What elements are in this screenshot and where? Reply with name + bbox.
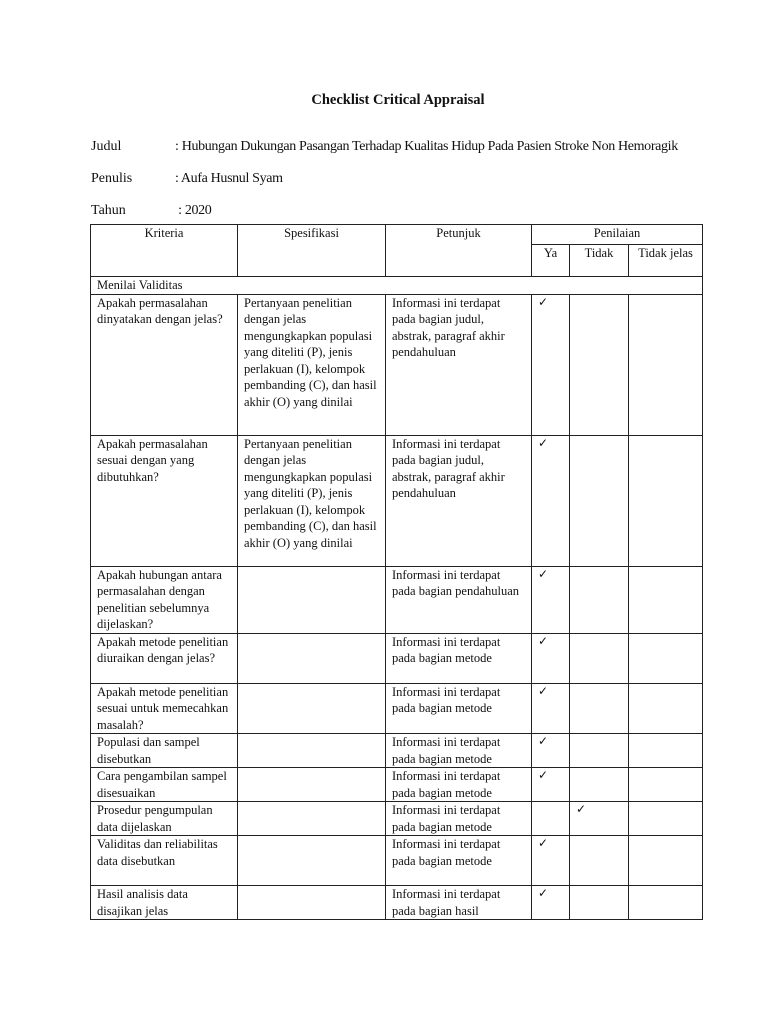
cell-tidak (570, 435, 629, 566)
cell-petunjuk: Informasi ini terdapat pada bagian metode (386, 683, 532, 734)
meta-tahun (91, 203, 211, 219)
cell-spesifikasi (238, 734, 386, 768)
checkmark-icon: ✓ (576, 802, 587, 816)
cell-tidak-jelas (629, 802, 703, 836)
cell-petunjuk: Informasi ini terdapat pada bagian judul, abstrak, paragraf akhir pendahuluan (386, 435, 532, 566)
checkmark-icon: ✓ (538, 566, 549, 581)
cell-tidak-jelas (629, 435, 703, 566)
cell-spesifikasi (238, 683, 386, 734)
cell-tidak (570, 566, 629, 633)
table-row (91, 683, 703, 734)
cell-tidak (570, 734, 629, 768)
cell-ya (532, 802, 570, 836)
cell-tidak-jelas (629, 768, 703, 802)
cell-spesifikasi (238, 802, 386, 836)
cell-tidak-jelas (629, 886, 703, 920)
cell-kriteria: Populasi dan sampel disebutkan (91, 734, 238, 768)
cell-tidak (570, 683, 629, 734)
header-kriteria: Kriteria (91, 225, 238, 277)
meta-judul (91, 139, 678, 155)
tahun-label: Tahun (91, 203, 126, 218)
cell-tidak (570, 294, 629, 435)
header-petunjuk: Petunjuk (386, 225, 532, 277)
cell-tidak-jelas (629, 633, 703, 683)
header-penilaian: Penilaian (532, 225, 703, 245)
judul-label: Judul (91, 139, 122, 154)
cell-ya (532, 566, 570, 633)
table-row (91, 566, 703, 633)
header-tidak-jelas: Tidak jelas (629, 245, 703, 277)
cell-kriteria: Hasil analisis data disajikan jelas (91, 886, 238, 920)
penulis-value: : Aufa Husnul Syam (175, 171, 283, 186)
cell-ya (532, 435, 570, 566)
cell-tidak (570, 633, 629, 683)
cell-tidak-jelas (629, 734, 703, 768)
cell-ya (532, 734, 570, 768)
cell-petunjuk: Informasi ini terdapat pada bagian metode (386, 734, 532, 768)
cell-petunjuk: Informasi ini terdapat pada bagian hasil (386, 886, 532, 920)
cell-tidak (570, 768, 629, 802)
cell-spesifikasi (238, 633, 386, 683)
cell-petunjuk: Informasi ini terdapat pada bagian metode (386, 836, 532, 886)
cell-ya (532, 633, 570, 683)
checkmark-icon: ✓ (538, 768, 549, 782)
table-row (91, 768, 703, 802)
cell-ya (532, 886, 570, 920)
cell-kriteria: Apakah metode penelitian sesuai untuk memecahkan masalah? (91, 683, 238, 734)
header-spesifikasi: Spesifikasi (238, 225, 386, 277)
cell-spesifikasi: Pertanyaan penelitian dengan jelas mengungkapkan populasi yang diteliti (P), jenis perlakuan (I), kelompok pembanding (C), dan hasil akhir (O) yang dinilai (238, 435, 386, 566)
table-row (91, 734, 703, 768)
table-row (91, 836, 703, 886)
cell-tidak-jelas (629, 836, 703, 886)
table-body (91, 277, 703, 920)
checkmark-icon: ✓ (538, 836, 549, 850)
checkmark-icon: ✓ (538, 734, 549, 748)
appraisal-table (90, 224, 703, 920)
cell-spesifikasi (238, 566, 386, 633)
cell-tidak-jelas (629, 294, 703, 435)
checkmark-icon: ✓ (538, 683, 549, 698)
cell-petunjuk: Informasi ini terdapat pada bagian metode (386, 768, 532, 802)
cell-spesifikasi (238, 836, 386, 886)
cell-petunjuk: Informasi ini terdapat pada bagian metode (386, 633, 532, 683)
cell-ya (532, 294, 570, 435)
cell-kriteria: Apakah permasalahan sesuai dengan yang dibutuhkan? (91, 435, 238, 566)
cell-ya (532, 683, 570, 734)
tahun-value: : 2020 (175, 203, 212, 218)
section-label: Menilai Validitas (91, 277, 703, 295)
judul-value: : Hubungan Dukungan Pasangan Terhadap Kualitas Hidup Pada Pasien Stroke Non Hemoragik (175, 139, 678, 154)
cell-kriteria: Apakah metode penelitian diuraikan dengan jelas? (91, 633, 238, 683)
cell-petunjuk: Informasi ini terdapat pada bagian metode (386, 802, 532, 836)
cell-ya (532, 836, 570, 886)
cell-kriteria: Cara pengambilan sampel disesuaikan (91, 768, 238, 802)
cell-petunjuk: Informasi ini terdapat pada bagian judul, abstrak, paragraf akhir pendahuluan (386, 294, 532, 435)
document-title: Checklist Critical Appraisal (311, 92, 485, 108)
cell-tidak (570, 802, 629, 836)
cell-tidak-jelas (629, 683, 703, 734)
table-row (91, 294, 703, 435)
checkmark-icon: ✓ (538, 435, 549, 450)
cell-tidak (570, 836, 629, 886)
cell-kriteria: Prosedur pengumpulan data dijelaskan (91, 802, 238, 836)
meta-penulis (91, 171, 283, 187)
cell-kriteria: Validitas dan reliabilitas data disebutkan (91, 836, 238, 886)
cell-tidak-jelas (629, 566, 703, 633)
cell-spesifikasi (238, 886, 386, 920)
checkmark-icon: ✓ (538, 294, 549, 309)
cell-spesifikasi: Pertanyaan penelitian dengan jelas mengungkapkan populasi yang diteliti (P), jenis perlakuan (I), kelompok pembanding (C), dan hasil akhir (O) yang dinilai (238, 294, 386, 435)
cell-petunjuk: Informasi ini terdapat pada bagian pendahuluan (386, 566, 532, 633)
table-row (91, 435, 703, 566)
table-row (91, 802, 703, 836)
cell-spesifikasi (238, 768, 386, 802)
table-row (91, 633, 703, 683)
header-tidak: Tidak (570, 245, 629, 277)
cell-ya (532, 768, 570, 802)
cell-tidak (570, 886, 629, 920)
penulis-label: Penulis (91, 171, 133, 186)
cell-kriteria: Apakah permasalahan dinyatakan dengan jelas? (91, 294, 238, 435)
cell-kriteria: Apakah hubungan antara permasalahan dengan penelitian sebelumnya dijelaskan? (91, 566, 238, 633)
checkmark-icon: ✓ (538, 633, 549, 648)
table-row (91, 886, 703, 920)
checkmark-icon: ✓ (538, 886, 549, 900)
header-ya: Ya (532, 245, 570, 277)
